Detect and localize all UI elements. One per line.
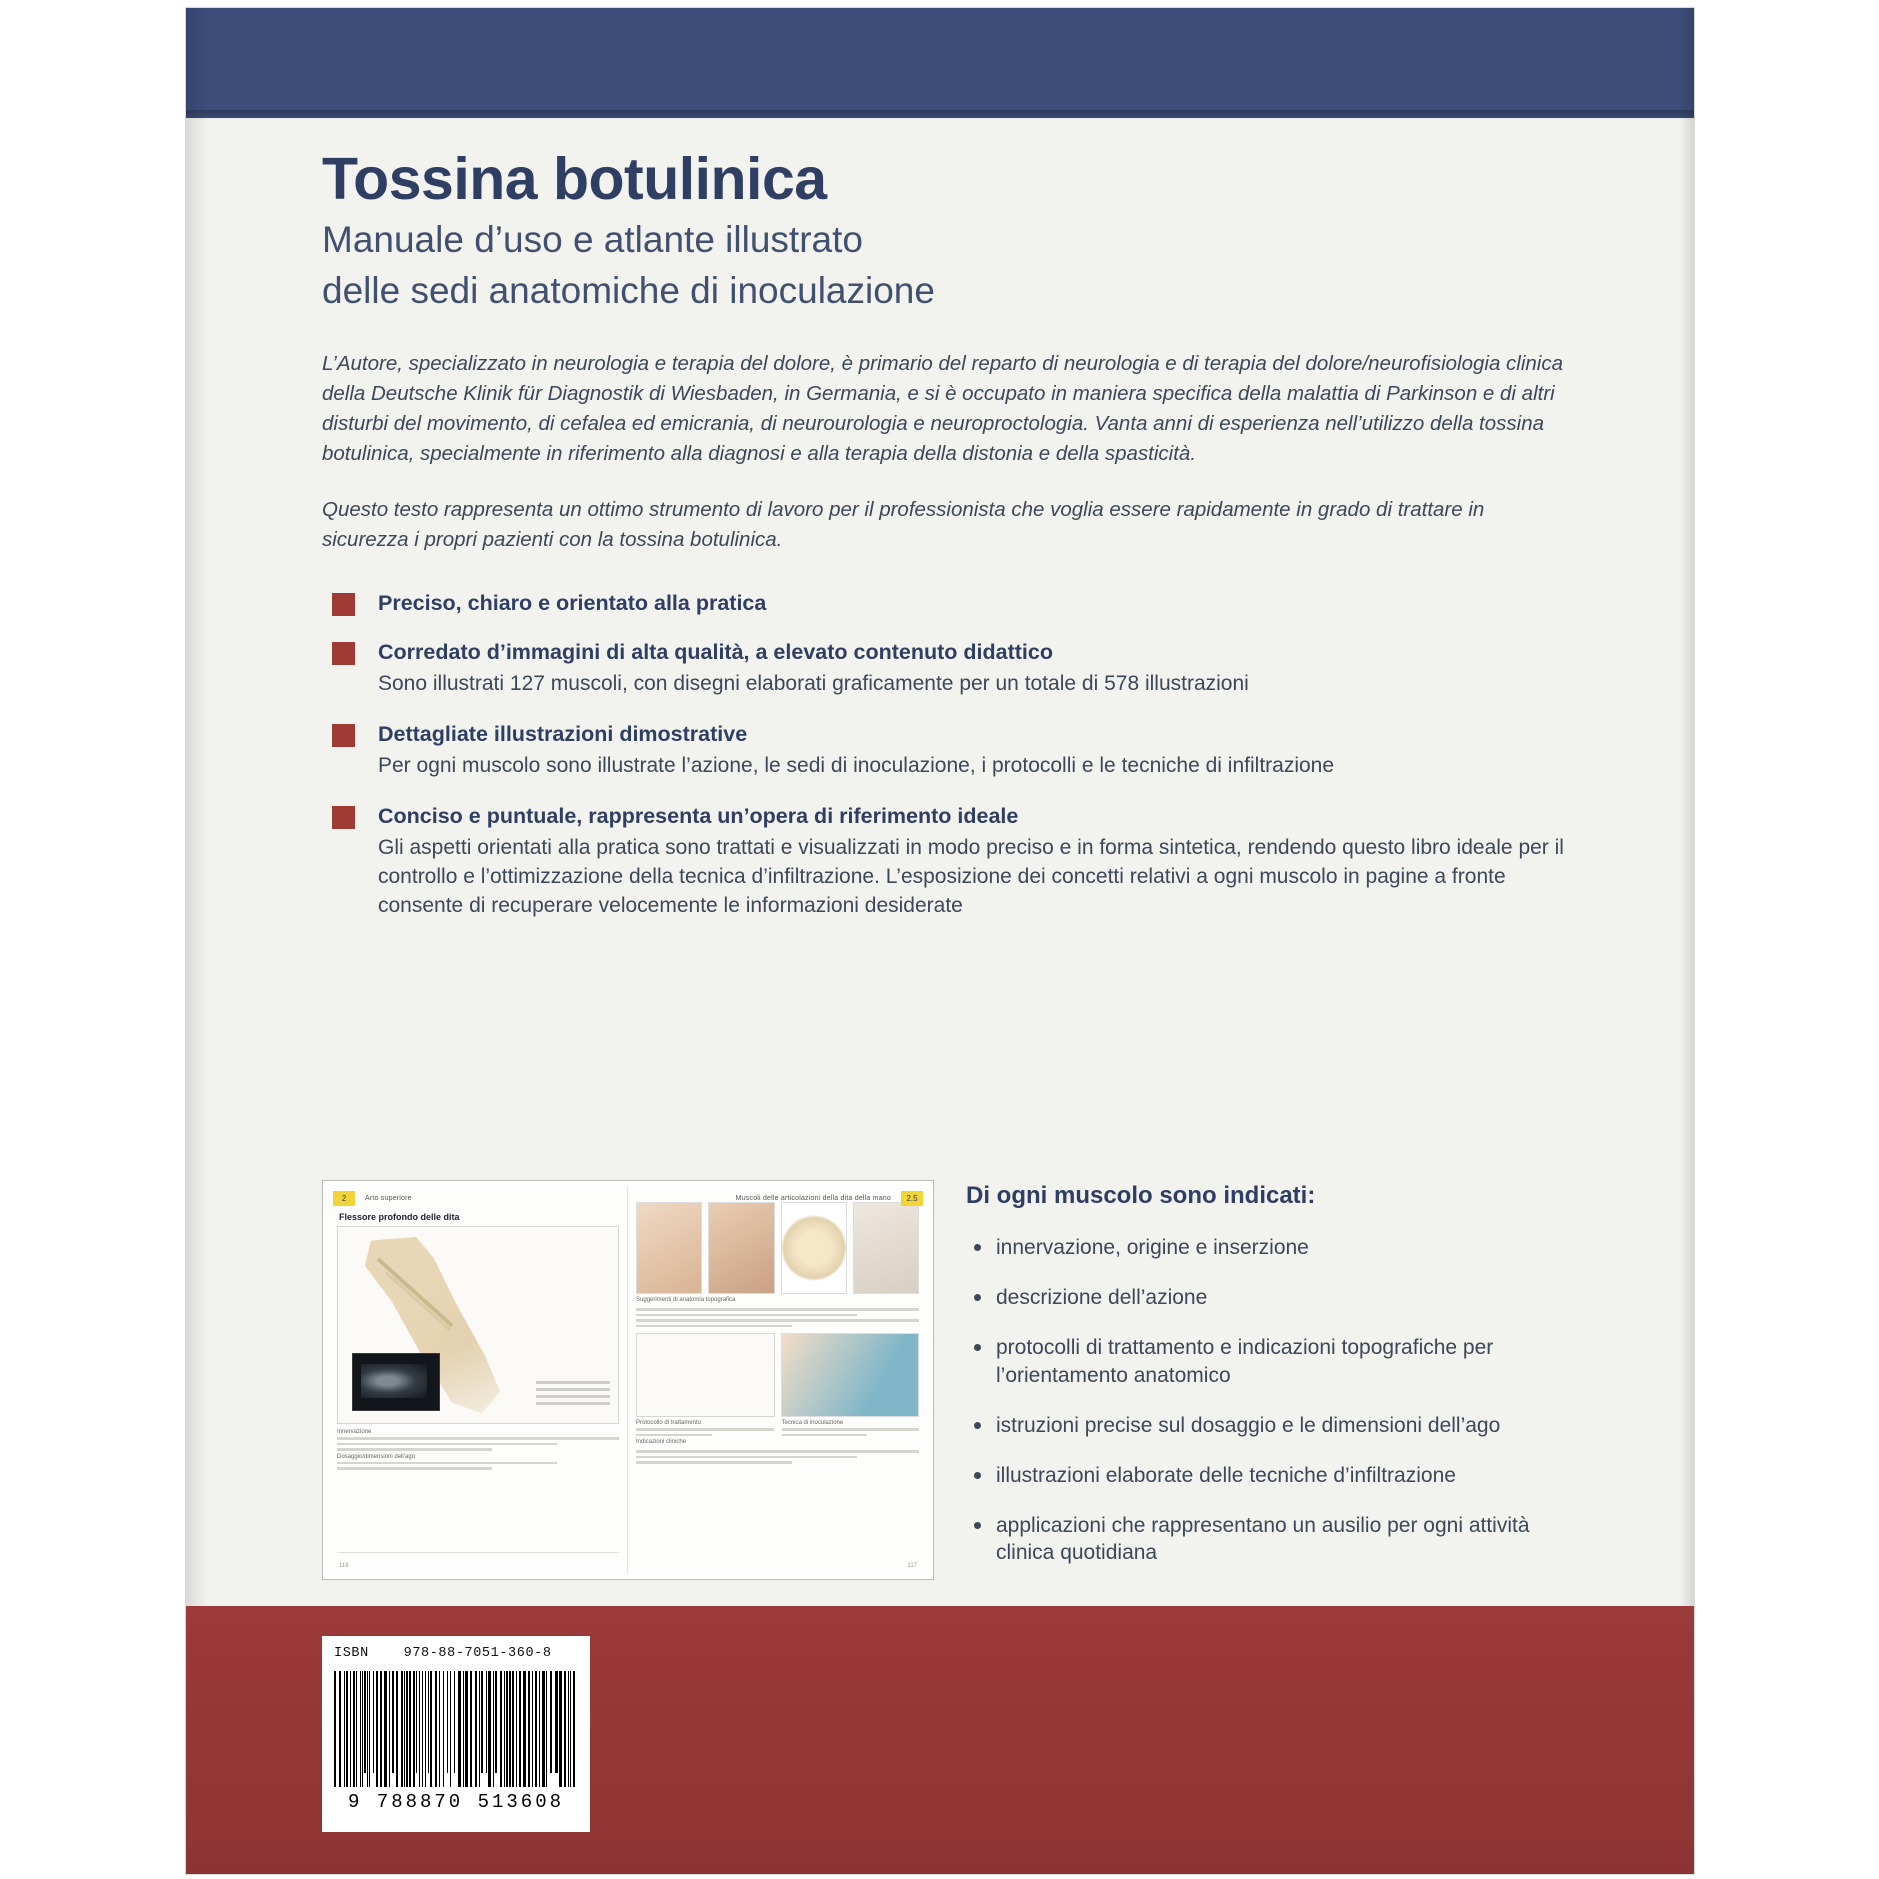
- sample-page-right: [628, 1187, 927, 1573]
- right-edge-shading: [1680, 8, 1694, 1874]
- page-running-head-right: Muscoli delle articolazioni della dita della mano: [735, 1195, 891, 1202]
- barcode-area: [322, 1636, 590, 1832]
- anatomy-illustration: [337, 1226, 619, 1424]
- muscle-list-title: Di ogni muscolo sono indicati:: [966, 1182, 1316, 1209]
- list-item: applicazioni che rappresentano un ausilio per ogni attività clinica quotidiana: [966, 1512, 1572, 1568]
- caption-indicazioni: Indicazioni cliniche: [636, 1439, 687, 1445]
- right-page-two-columns: [636, 1417, 919, 1436]
- sample-page-left: [329, 1187, 628, 1573]
- feature-heading: Conciso e puntuale, rappresenta un’opera di riferimento ideale: [378, 804, 1019, 829]
- right-page-text-block-2: [636, 1450, 919, 1464]
- technique-photo: [636, 1202, 702, 1294]
- page-running-head-left: Arto superiore: [365, 1195, 412, 1202]
- feature-description: Per ogni muscolo sono illustrate l’azione, le sedi di inoculazione, i protocolli e le tecniche di infiltrazione: [378, 754, 1335, 778]
- muscle-details-list: [966, 1180, 1572, 1589]
- page-number-right: 117: [907, 1563, 917, 1569]
- book-title: Tossina botulinica: [322, 146, 827, 212]
- feature-item: [322, 803, 1572, 921]
- page-tab-right: 2.5: [901, 1191, 923, 1206]
- injection-photo: [781, 1333, 920, 1417]
- injection-illustration-row: [636, 1333, 919, 1417]
- feature-heading: Corredato d’immagini di alta qualità, a elevato contenuto didattico: [378, 640, 1053, 665]
- top-band-shadow: [186, 110, 1694, 120]
- page-number-left: 116: [339, 1563, 349, 1569]
- muscle-list-items: [966, 1234, 1572, 1567]
- left-page-text-block: [337, 1429, 619, 1470]
- caption-protocollo: Protocollo di trattamento: [636, 1420, 702, 1426]
- square-bullet-icon: [332, 642, 355, 665]
- top-color-band: [186, 8, 1694, 118]
- ultrasound-thumbnail: [352, 1353, 440, 1411]
- feature-description: Gli aspetti orientati alla pratica sono trattati e visualizzati in modo preciso e in forma sintetica, rendendo questo libro ideale per il controllo e l’ottimizzazione della tecnica d’infiltrazione. L’esposizione dei concetti relativi a ogni muscolo in pagine a fronte consente di recuperare velocemente le informazioni desiderate: [378, 836, 1564, 918]
- book-subtitle-line-1: Manuale d’uso e atlante illustrato: [322, 218, 863, 260]
- isbn-label: ISBN: [334, 1646, 369, 1661]
- feature-item: [322, 590, 1572, 618]
- page-footer-rule: [337, 1552, 619, 1561]
- list-item: innervazione, origine e inserzione: [966, 1234, 1572, 1262]
- technique-photo: [708, 1202, 774, 1294]
- spine-edge: [186, 8, 208, 1874]
- isbn-text: [334, 1646, 578, 1661]
- barcode-digits: 9 788870 513608: [347, 1791, 565, 1813]
- author-bio-paragraph: L’Autore, specializzato in neurologia e terapia del dolore, è primario del reparto di neurologia e di terapia del dolore/neurofisiologia clinica della Deutsche Klinik für Diagnostik di Wiesbaden, in Germania, e si è occupato in maniera specifica della malattia di Parkinson e di altri disturbi del movimento, di cefalea ed emicrania, di neurourologia e neuroproctologia. Vanta anni di esperienza nell’utilizzo della tossina botulinica, specialmente in riferimento alla diagnosi e alla terapia della distonia e della spasticità.: [322, 351, 1564, 466]
- right-page-text-block-1: [636, 1308, 919, 1327]
- square-bullet-icon: [332, 806, 355, 829]
- barcode-bars: [334, 1671, 578, 1787]
- isbn-value: 978-88-7051-360-8: [403, 1646, 552, 1661]
- hand-illustration: [636, 1333, 775, 1417]
- feature-heading: Preciso, chiaro e orientato alla pratica: [378, 590, 767, 615]
- book-cover: [186, 8, 1694, 1874]
- list-item: protocolli di trattamento e indicazioni topografiche per l’orientamento anatomico: [966, 1334, 1572, 1390]
- technique-photo-row: [636, 1202, 919, 1294]
- book-subtitle-line-2: delle sedi anatomiche di inoculazione: [322, 269, 935, 311]
- figure-legend: [536, 1381, 610, 1409]
- caption-innervazione: Innervazione: [337, 1429, 372, 1435]
- list-item: istruzioni precise sul dosaggio e le dimensioni dell’ago: [966, 1412, 1572, 1440]
- caption-dosaggio: Dosaggio/dimensioni dell’ago: [337, 1453, 416, 1460]
- feature-item: [322, 721, 1572, 781]
- book-purpose-paragraph: Questo testo rappresenta un ottimo strumento di lavoro per il professionista che voglia essere rapidamente in grado di trattare in sicurezza i propri pazienti con la tossina botulinica.: [322, 498, 1485, 552]
- lower-section: [322, 1180, 1572, 1589]
- syringe-photo: [853, 1202, 919, 1294]
- list-item: illustrazioni elaborate delle tecniche d’infiltrazione: [966, 1462, 1572, 1490]
- feature-list: [322, 590, 1572, 922]
- cross-section-diagram: [781, 1202, 847, 1294]
- feature-description: Sono illustrati 127 muscoli, con disegni elaborati graficamente per un totale di 578 illustrazioni: [378, 672, 1249, 696]
- caption-anatomia-topografica: Suggerimenti di anatomia topografica: [636, 1297, 736, 1303]
- page-section-title: Flessore profondo delle dita: [339, 1212, 460, 1222]
- caption-tecnica: Tecnica di inoculazione: [781, 1420, 844, 1426]
- square-bullet-icon: [332, 724, 355, 747]
- feature-item: [322, 639, 1572, 699]
- list-item: descrizione dell’azione: [966, 1284, 1572, 1312]
- feature-heading: Dettagliate illustrazioni dimostrative: [378, 722, 748, 747]
- square-bullet-icon: [332, 593, 355, 616]
- page-tab-left: 2: [333, 1191, 355, 1206]
- sample-page-spread-image: [322, 1180, 934, 1580]
- cover-text-content: [322, 148, 1572, 943]
